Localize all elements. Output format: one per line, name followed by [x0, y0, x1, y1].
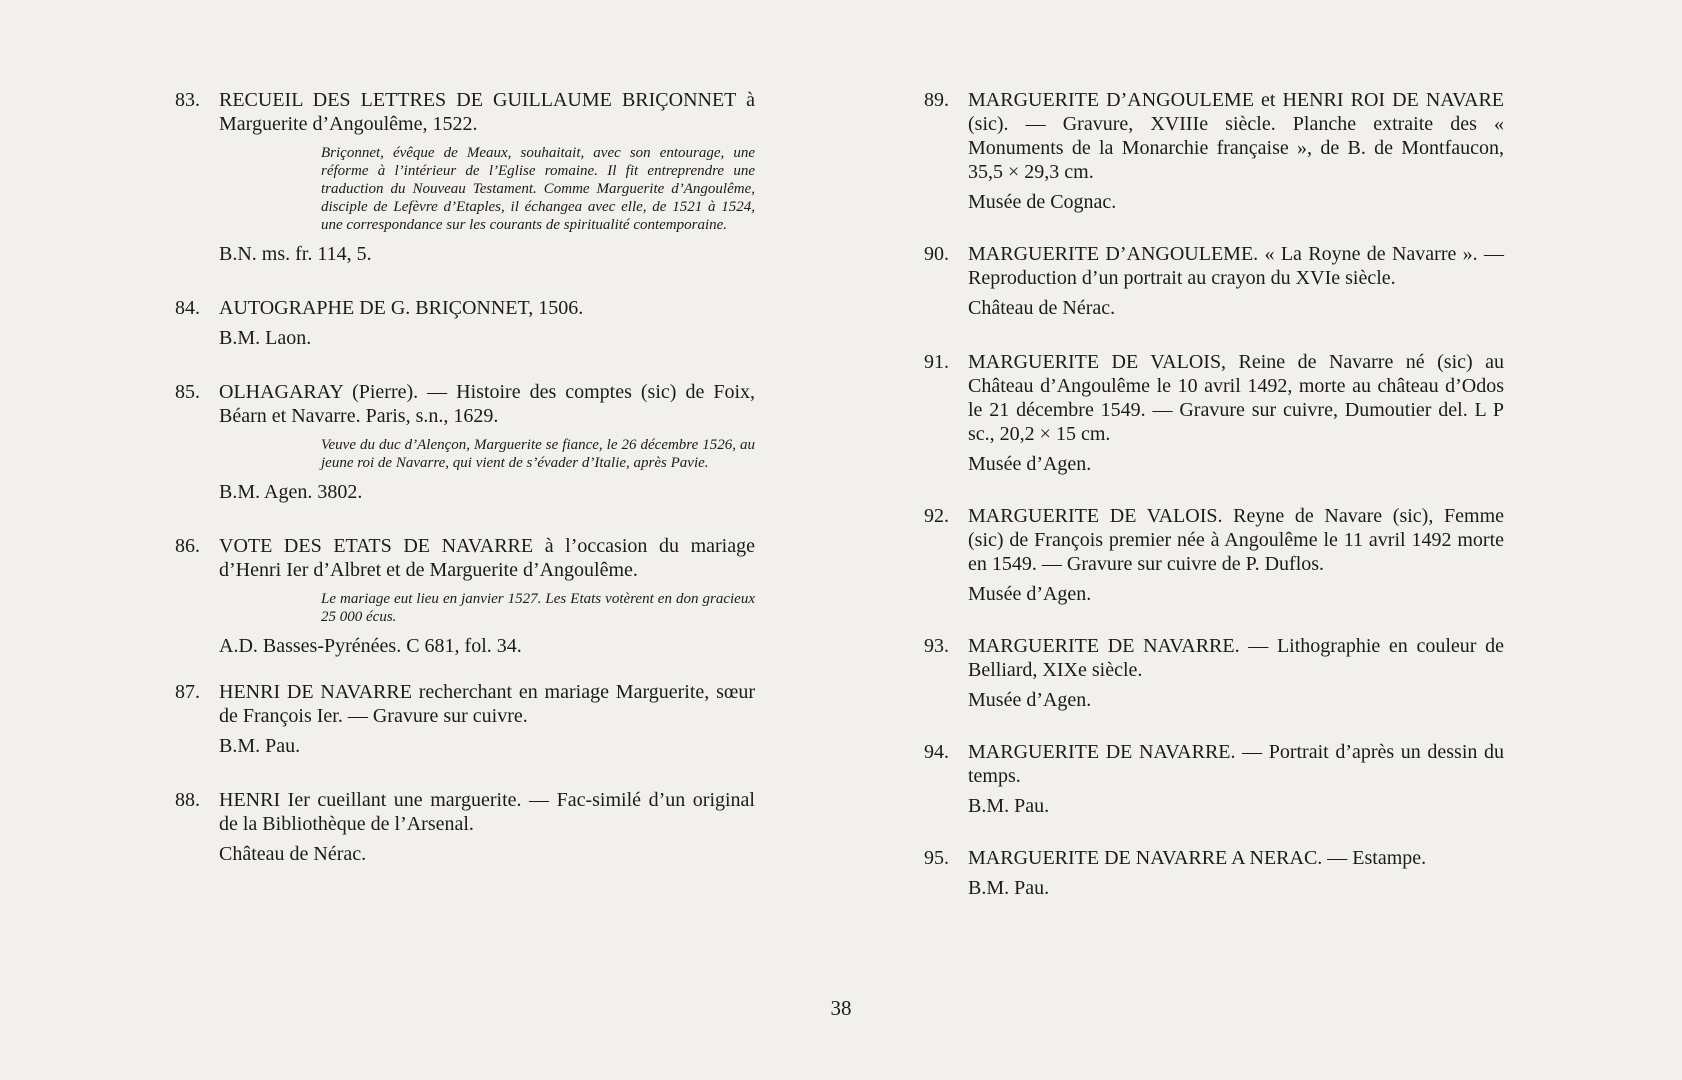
entry-number: 87.	[175, 681, 200, 703]
entry-number: 92.	[924, 505, 949, 527]
entry-location: Château de Nérac.	[219, 843, 367, 865]
entry-title: AUTOGRAPHE DE G. BRIÇONNET, 1506.	[219, 297, 584, 319]
catalogue-entry	[175, 88, 755, 266]
catalogue-entry	[924, 350, 1504, 476]
entry-number: 89.	[924, 89, 949, 111]
entry-title: VOTE DES ETATS DE NAVARRE à l’occasion du mariage d’Henri Ier d’Albret et de Marguerite d’Angoulême.	[219, 535, 755, 581]
entry-title: MARGUERITE DE NAVARRE. — Lithographie en couleur de Belliard, XIXe siècle.	[968, 635, 1504, 681]
catalogue-entry	[175, 534, 755, 658]
left-column	[175, 88, 755, 888]
entry-title: MARGUERITE DE VALOIS, Reine de Navarre né (sic) au Château d’Angoulême le 10 avril 1492, morte au château d’Odos le 21 décembre 1549. — Gravure sur cuivre, Dumoutier del. L P sc., 20,2 × 15 cm.	[968, 351, 1504, 445]
entry-title: MARGUERITE DE NAVARRE. — Portrait d’après un dessin du temps.	[968, 741, 1504, 787]
entry-number: 95.	[924, 847, 949, 869]
entry-location: B.N. ms. fr. 114, 5.	[219, 243, 372, 265]
entry-number: 88.	[175, 789, 200, 811]
entry-title: MARGUERITE D’ANGOULEME. « La Royne de Navarre ». — Reproduction d’un portrait au crayon du XVIe siècle.	[968, 243, 1504, 289]
entry-title: MARGUERITE DE NAVARRE A NERAC. — Estampe.	[968, 847, 1427, 869]
catalogue-entry	[175, 296, 755, 350]
catalogue-entry	[175, 680, 755, 758]
entry-number: 85.	[175, 381, 200, 403]
entry-location: Musée d’Agen.	[968, 453, 1092, 475]
entry-title: MARGUERITE D’ANGOULEME et HENRI ROI DE NAVARE (sic). — Gravure, XVIIIe siècle. Planche extraite des « Monuments de la Monarchie française », de B. de Montfaucon, 35,5 × 29,3 cm.	[968, 89, 1504, 183]
entry-number: 94.	[924, 741, 949, 763]
entry-title: HENRI Ier cueillant une marguerite. — Fac-similé d’un original de la Bibliothèque de l’Arsenal.	[219, 789, 755, 835]
right-column	[924, 88, 1504, 922]
entry-number: 93.	[924, 635, 949, 657]
entry-location: A.D. Basses-Pyrénées. C 681, fol. 34.	[219, 635, 522, 657]
entry-location: B.M. Pau.	[968, 795, 1050, 817]
entry-location: Château de Nérac.	[968, 297, 1116, 319]
entry-number: 84.	[175, 297, 200, 319]
catalogue-entry	[924, 634, 1504, 712]
entry-location: B.M. Pau.	[219, 735, 301, 757]
entry-title: OLHAGARAY (Pierre). — Histoire des comptes (sic) de Foix, Béarn et Navarre. Paris, s.n., 1629.	[219, 381, 755, 427]
entry-note: Briçonnet, évêque de Meaux, souhaitait, avec son entourage, une réforme à l’intérieur de l’Eglise romaine. Il fit entreprendre une traduction du Nouveau Testament. Comme Marguerite d’Angoulême, disciple de Lefèvre d’Etaples, il échangea avec elle, de 1521 à 1524, une correspondance sur les courants de spiritualité contemporaine.	[321, 145, 755, 233]
entry-note: Le mariage eut lieu en janvier 1527. Les Etats votèrent en don gracieux 25 000 écus.	[321, 591, 755, 625]
catalogue-entry	[924, 740, 1504, 818]
entry-title: HENRI DE NAVARRE recherchant en mariage Marguerite, sœur de François Ier. — Gravure sur cuivre.	[219, 681, 755, 727]
entry-location: B.M. Agen. 3802.	[219, 481, 363, 503]
entry-number: 83.	[175, 89, 200, 111]
entry-note: Veuve du duc d’Alençon, Marguerite se fiance, le 26 décembre 1526, au jeune roi de Navarre, qui vient de s’évader d’Italie, après Pavie.	[321, 437, 755, 471]
entry-location: B.M. Pau.	[968, 877, 1050, 899]
catalogue-entry	[175, 788, 755, 866]
catalogue-entry	[924, 504, 1504, 606]
entry-location: Musée de Cognac.	[968, 191, 1117, 213]
entry-location: B.M. Laon.	[219, 327, 312, 349]
entry-location: Musée d’Agen.	[968, 583, 1092, 605]
catalogue-entry	[924, 242, 1504, 320]
entry-location: Musée d’Agen.	[968, 689, 1092, 711]
catalogue-entry	[924, 846, 1504, 900]
entry-title: RECUEIL DES LETTRES DE GUILLAUME BRIÇONNET à Marguerite d’Angoulême, 1522.	[219, 89, 755, 135]
entry-number: 86.	[175, 535, 200, 557]
page-number: 38	[830, 996, 852, 1020]
entry-number: 90.	[924, 243, 949, 265]
entry-number: 91.	[924, 351, 949, 373]
entry-title: MARGUERITE DE VALOIS. Reyne de Navare (sic), Femme (sic) de François premier née à Angoulême le 11 avril 1492 morte en 1549. — Gravure sur cuivre de P. Duflos.	[968, 505, 1504, 575]
catalogue-entry	[924, 88, 1504, 214]
catalogue-entry	[175, 380, 755, 504]
